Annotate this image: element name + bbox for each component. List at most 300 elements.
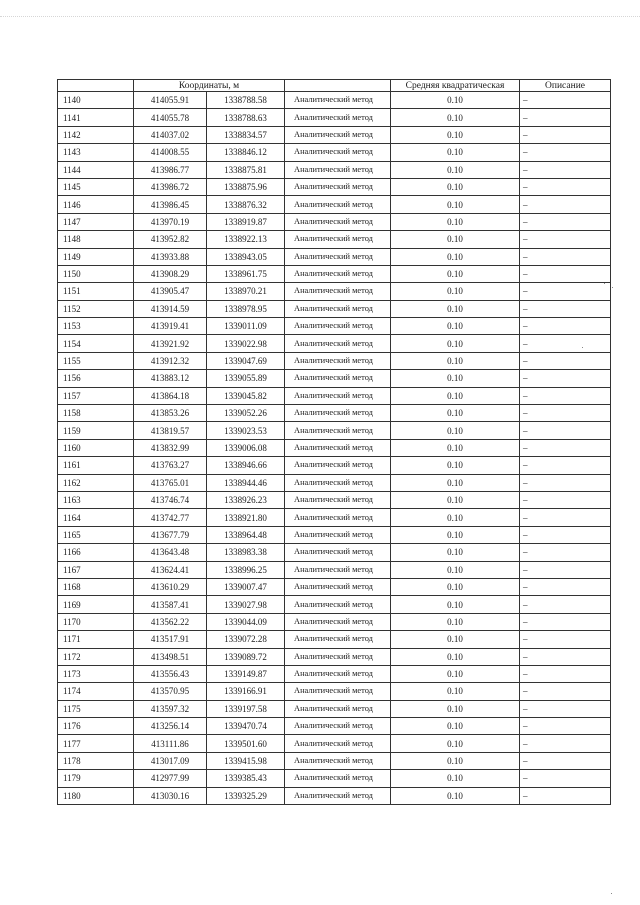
point-number-cell: 1150: [58, 265, 134, 282]
coordinate-x-cell: 413765.01: [134, 474, 207, 491]
point-number-cell: 1159: [58, 422, 134, 439]
table-row: [58, 352, 611, 369]
table-row: [58, 718, 611, 735]
method-cell: Аналитический метод: [285, 92, 391, 109]
mean-square-error-cell: 0.10: [391, 300, 520, 317]
method-cell: Аналитический метод: [285, 735, 391, 752]
coordinate-x-cell: 413905.47: [134, 283, 207, 300]
method-cell: Аналитический метод: [285, 683, 391, 700]
description-cell: –: [520, 422, 611, 439]
table-row: [58, 561, 611, 578]
description-cell: –: [520, 700, 611, 717]
method-cell: Аналитический метод: [285, 439, 391, 456]
method-cell: Аналитический метод: [285, 561, 391, 578]
description-cell: –: [520, 248, 611, 265]
point-number-cell: 1169: [58, 596, 134, 613]
coordinate-x-cell: 413746.74: [134, 491, 207, 508]
coordinate-y-cell: 1338834.57: [207, 126, 285, 143]
point-number-cell: 1161: [58, 457, 134, 474]
point-number-cell: 1177: [58, 735, 134, 752]
point-number-cell: 1146: [58, 196, 134, 213]
description-cell: –: [520, 439, 611, 456]
coordinate-x-cell: 413912.32: [134, 352, 207, 369]
description-cell: –: [520, 491, 611, 508]
point-number-cell: 1175: [58, 700, 134, 717]
method-cell: Аналитический метод: [285, 718, 391, 735]
description-cell: –: [520, 161, 611, 178]
table-row: [58, 491, 611, 508]
coordinate-y-cell: 1338919.87: [207, 213, 285, 230]
coordinate-x-cell: 413819.57: [134, 422, 207, 439]
coordinate-x-cell: 413742.77: [134, 509, 207, 526]
coordinate-x-cell: 413933.88: [134, 248, 207, 265]
table-row: [58, 613, 611, 630]
method-cell: Аналитический метод: [285, 491, 391, 508]
table-row: [58, 457, 611, 474]
table-row: [58, 109, 611, 126]
method-cell: Аналитический метод: [285, 631, 391, 648]
description-cell: –: [520, 509, 611, 526]
table-row: [58, 735, 611, 752]
mean-square-error-cell: 0.10: [391, 700, 520, 717]
method-cell: Аналитический метод: [285, 318, 391, 335]
method-cell: Аналитический метод: [285, 787, 391, 804]
coordinate-y-cell: 1338946.66: [207, 457, 285, 474]
coordinate-y-cell: 1339045.82: [207, 387, 285, 404]
coordinate-y-cell: 1339166.91: [207, 683, 285, 700]
method-cell: Аналитический метод: [285, 178, 391, 195]
table-row: [58, 509, 611, 526]
method-cell: Аналитический метод: [285, 700, 391, 717]
method-cell: Аналитический метод: [285, 283, 391, 300]
table-row: [58, 544, 611, 561]
point-number-cell: 1174: [58, 683, 134, 700]
method-cell: Аналитический метод: [285, 213, 391, 230]
description-cell: –: [520, 718, 611, 735]
coordinate-x-cell: 414008.55: [134, 144, 207, 161]
table-row: [58, 248, 611, 265]
method-cell: Аналитический метод: [285, 509, 391, 526]
mean-square-error-cell: 0.10: [391, 474, 520, 491]
method-cell: Аналитический метод: [285, 405, 391, 422]
method-cell: Аналитический метод: [285, 335, 391, 352]
coordinate-x-cell: 413921.92: [134, 335, 207, 352]
table-header-row: [58, 80, 611, 92]
coordinate-y-cell: 1339044.09: [207, 613, 285, 630]
point-number-cell: 1162: [58, 474, 134, 491]
point-number-cell: 1158: [58, 405, 134, 422]
table-row: [58, 144, 611, 161]
point-number-cell: 1151: [58, 283, 134, 300]
description-cell: –: [520, 196, 611, 213]
point-number-cell: 1154: [58, 335, 134, 352]
mean-square-error-cell: 0.10: [391, 126, 520, 143]
mean-square-error-cell: 0.10: [391, 231, 520, 248]
mean-square-error-cell: 0.10: [391, 196, 520, 213]
point-number-cell: 1163: [58, 491, 134, 508]
coordinate-y-cell: 1338983.38: [207, 544, 285, 561]
point-number-cell: 1140: [58, 92, 134, 109]
table-row: [58, 265, 611, 282]
table-row: [58, 787, 611, 804]
coordinate-y-cell: 1339023.53: [207, 422, 285, 439]
mean-square-error-cell: 0.10: [391, 526, 520, 543]
coordinate-y-cell: 1338926.23: [207, 491, 285, 508]
mean-square-error-cell: 0.10: [391, 544, 520, 561]
method-cell: Аналитический метод: [285, 613, 391, 630]
coordinate-y-cell: 1339022.98: [207, 335, 285, 352]
mean-square-error-cell: 0.10: [391, 578, 520, 595]
coordinate-y-cell: 1339325.29: [207, 787, 285, 804]
coordinate-x-cell: 414037.02: [134, 126, 207, 143]
coordinate-x-cell: 413986.45: [134, 196, 207, 213]
description-cell: –: [520, 631, 611, 648]
coordinate-x-cell: 413952.82: [134, 231, 207, 248]
description-cell: –: [520, 231, 611, 248]
mean-square-error-cell: 0.10: [391, 752, 520, 769]
header-description: Описание: [520, 80, 611, 92]
table-row: [58, 752, 611, 769]
coordinate-x-cell: 413610.29: [134, 578, 207, 595]
coordinate-x-cell: 413111.86: [134, 735, 207, 752]
mean-square-error-cell: 0.10: [391, 561, 520, 578]
description-cell: –: [520, 300, 611, 317]
scan-speck: [612, 287, 613, 288]
coordinate-x-cell: 413864.18: [134, 387, 207, 404]
method-cell: Аналитический метод: [285, 161, 391, 178]
description-cell: –: [520, 387, 611, 404]
coordinate-x-cell: 413517.91: [134, 631, 207, 648]
coordinate-x-cell: 414055.78: [134, 109, 207, 126]
page-top-divider: [0, 16, 640, 17]
mean-square-error-cell: 0.10: [391, 735, 520, 752]
description-cell: –: [520, 770, 611, 787]
table-body: [58, 92, 611, 805]
description-cell: –: [520, 352, 611, 369]
method-cell: Аналитический метод: [285, 422, 391, 439]
description-cell: –: [520, 213, 611, 230]
description-cell: –: [520, 265, 611, 282]
scan-speck: [604, 283, 605, 284]
description-cell: –: [520, 283, 611, 300]
coordinate-x-cell: 413017.09: [134, 752, 207, 769]
method-cell: Аналитический метод: [285, 248, 391, 265]
table-row: [58, 178, 611, 195]
mean-square-error-cell: 0.10: [391, 161, 520, 178]
coordinate-x-cell: 413597.32: [134, 700, 207, 717]
table-row: [58, 283, 611, 300]
coordinate-x-cell: 413556.43: [134, 665, 207, 682]
coordinate-x-cell: 413587.41: [134, 596, 207, 613]
mean-square-error-cell: 0.10: [391, 665, 520, 682]
point-number-cell: 1148: [58, 231, 134, 248]
scan-speck: [611, 893, 612, 894]
mean-square-error-cell: 0.10: [391, 352, 520, 369]
point-number-cell: 1164: [58, 509, 134, 526]
method-cell: Аналитический метод: [285, 578, 391, 595]
method-cell: Аналитический метод: [285, 457, 391, 474]
coordinate-y-cell: 1338876.32: [207, 196, 285, 213]
coordinate-x-cell: 413919.41: [134, 318, 207, 335]
description-cell: –: [520, 787, 611, 804]
coordinate-y-cell: 1339089.72: [207, 648, 285, 665]
method-cell: Аналитический метод: [285, 231, 391, 248]
method-cell: Аналитический метод: [285, 109, 391, 126]
mean-square-error-cell: 0.10: [391, 491, 520, 508]
point-number-cell: 1147: [58, 213, 134, 230]
mean-square-error-cell: 0.10: [391, 596, 520, 613]
coordinate-x-cell: 413908.29: [134, 265, 207, 282]
coordinate-y-cell: 1339197.58: [207, 700, 285, 717]
coordinate-y-cell: 1338788.63: [207, 109, 285, 126]
coordinate-x-cell: 413677.79: [134, 526, 207, 543]
point-number-cell: 1171: [58, 631, 134, 648]
method-cell: Аналитический метод: [285, 196, 391, 213]
method-cell: Аналитический метод: [285, 474, 391, 491]
coordinate-y-cell: 1339027.98: [207, 596, 285, 613]
point-number-cell: 1149: [58, 248, 134, 265]
coordinate-x-cell: 414055.91: [134, 92, 207, 109]
point-number-cell: 1156: [58, 370, 134, 387]
coordinate-y-cell: 1338978.95: [207, 300, 285, 317]
point-number-cell: 1176: [58, 718, 134, 735]
point-number-cell: 1144: [58, 161, 134, 178]
coordinate-x-cell: 413853.26: [134, 405, 207, 422]
table-row: [58, 405, 611, 422]
coordinate-y-cell: 1339149.87: [207, 665, 285, 682]
coordinate-x-cell: 413562.22: [134, 613, 207, 630]
coordinate-y-cell: 1339006.08: [207, 439, 285, 456]
mean-square-error-cell: 0.10: [391, 109, 520, 126]
coordinate-y-cell: 1339415.98: [207, 752, 285, 769]
point-number-cell: 1142: [58, 126, 134, 143]
table-row: [58, 631, 611, 648]
mean-square-error-cell: 0.10: [391, 422, 520, 439]
coordinate-y-cell: 1339047.69: [207, 352, 285, 369]
description-cell: –: [520, 144, 611, 161]
description-cell: –: [520, 683, 611, 700]
mean-square-error-cell: 0.10: [391, 283, 520, 300]
coordinate-x-cell: 413970.19: [134, 213, 207, 230]
description-cell: –: [520, 457, 611, 474]
mean-square-error-cell: 0.10: [391, 370, 520, 387]
table-row: [58, 370, 611, 387]
description-cell: –: [520, 109, 611, 126]
header-number-cell: [58, 80, 134, 92]
coordinate-x-cell: 413643.48: [134, 544, 207, 561]
header-method-cell: [285, 80, 391, 92]
coordinate-x-cell: 413914.59: [134, 300, 207, 317]
point-number-cell: 1145: [58, 178, 134, 195]
mean-square-error-cell: 0.10: [391, 178, 520, 195]
mean-square-error-cell: 0.10: [391, 387, 520, 404]
description-cell: –: [520, 561, 611, 578]
coordinate-x-cell: 413832.99: [134, 439, 207, 456]
description-cell: –: [520, 126, 611, 143]
method-cell: Аналитический метод: [285, 265, 391, 282]
mean-square-error-cell: 0.10: [391, 509, 520, 526]
table-row: [58, 683, 611, 700]
table-row: [58, 231, 611, 248]
point-number-cell: 1166: [58, 544, 134, 561]
table-row: [58, 300, 611, 317]
mean-square-error-cell: 0.10: [391, 613, 520, 630]
coordinate-x-cell: 413883.12: [134, 370, 207, 387]
coordinate-y-cell: 1338922.13: [207, 231, 285, 248]
description-cell: –: [520, 370, 611, 387]
mean-square-error-cell: 0.10: [391, 787, 520, 804]
coordinate-y-cell: 1338964.48: [207, 526, 285, 543]
mean-square-error-cell: 0.10: [391, 335, 520, 352]
table-row: [58, 318, 611, 335]
description-cell: –: [520, 665, 611, 682]
point-number-cell: 1179: [58, 770, 134, 787]
coordinate-x-cell: 413624.41: [134, 561, 207, 578]
table-row: [58, 126, 611, 143]
mean-square-error-cell: 0.10: [391, 770, 520, 787]
table-row: [58, 596, 611, 613]
point-number-cell: 1160: [58, 439, 134, 456]
coordinate-y-cell: 1338875.81: [207, 161, 285, 178]
coordinate-y-cell: 1338996.25: [207, 561, 285, 578]
description-cell: –: [520, 596, 611, 613]
description-cell: –: [520, 318, 611, 335]
coordinate-x-cell: 413570.95: [134, 683, 207, 700]
coordinate-y-cell: 1339385.43: [207, 770, 285, 787]
scan-speck: [582, 347, 583, 348]
table-row: [58, 700, 611, 717]
point-number-cell: 1141: [58, 109, 134, 126]
point-number-cell: 1172: [58, 648, 134, 665]
coordinate-y-cell: 1338944.46: [207, 474, 285, 491]
header-error: Средняя квадратическая: [391, 80, 520, 92]
method-cell: Аналитический метод: [285, 300, 391, 317]
mean-square-error-cell: 0.10: [391, 631, 520, 648]
point-number-cell: 1143: [58, 144, 134, 161]
method-cell: Аналитический метод: [285, 648, 391, 665]
mean-square-error-cell: 0.10: [391, 92, 520, 109]
coordinate-y-cell: 1338943.05: [207, 248, 285, 265]
table-row: [58, 422, 611, 439]
point-number-cell: 1155: [58, 352, 134, 369]
description-cell: –: [520, 178, 611, 195]
point-number-cell: 1180: [58, 787, 134, 804]
table-row: [58, 665, 611, 682]
point-number-cell: 1178: [58, 752, 134, 769]
point-number-cell: 1167: [58, 561, 134, 578]
mean-square-error-cell: 0.10: [391, 265, 520, 282]
description-cell: –: [520, 335, 611, 352]
point-number-cell: 1157: [58, 387, 134, 404]
description-cell: –: [520, 474, 611, 491]
point-number-cell: 1168: [58, 578, 134, 595]
description-cell: –: [520, 752, 611, 769]
mean-square-error-cell: 0.10: [391, 648, 520, 665]
coordinates-table: [57, 79, 611, 805]
description-cell: –: [520, 92, 611, 109]
coordinate-y-cell: 1338788.58: [207, 92, 285, 109]
coordinate-x-cell: 413030.16: [134, 787, 207, 804]
coordinate-y-cell: 1339501.60: [207, 735, 285, 752]
table-row: [58, 196, 611, 213]
coordinate-x-cell: 413256.14: [134, 718, 207, 735]
description-cell: –: [520, 526, 611, 543]
table-row: [58, 92, 611, 109]
table-row: [58, 213, 611, 230]
header-coordinates: Координаты, м: [134, 80, 285, 92]
coordinate-y-cell: 1339011.09: [207, 318, 285, 335]
mean-square-error-cell: 0.10: [391, 457, 520, 474]
coordinate-y-cell: 1338961.75: [207, 265, 285, 282]
table-row: [58, 526, 611, 543]
point-number-cell: 1173: [58, 665, 134, 682]
coordinate-y-cell: 1338970.21: [207, 283, 285, 300]
description-cell: –: [520, 405, 611, 422]
description-cell: –: [520, 613, 611, 630]
mean-square-error-cell: 0.10: [391, 405, 520, 422]
method-cell: Аналитический метод: [285, 370, 391, 387]
method-cell: Аналитический метод: [285, 544, 391, 561]
method-cell: Аналитический метод: [285, 752, 391, 769]
coordinate-x-cell: 413986.77: [134, 161, 207, 178]
table-row: [58, 439, 611, 456]
method-cell: Аналитический метод: [285, 126, 391, 143]
coordinate-x-cell: 413498.51: [134, 648, 207, 665]
description-cell: –: [520, 544, 611, 561]
table-row: [58, 770, 611, 787]
method-cell: Аналитический метод: [285, 770, 391, 787]
description-cell: –: [520, 578, 611, 595]
mean-square-error-cell: 0.10: [391, 248, 520, 265]
coordinate-x-cell: 412977.99: [134, 770, 207, 787]
table-row: [58, 648, 611, 665]
table-row: [58, 161, 611, 178]
coordinate-x-cell: 413763.27: [134, 457, 207, 474]
point-number-cell: 1170: [58, 613, 134, 630]
mean-square-error-cell: 0.10: [391, 439, 520, 456]
mean-square-error-cell: 0.10: [391, 213, 520, 230]
mean-square-error-cell: 0.10: [391, 144, 520, 161]
method-cell: Аналитический метод: [285, 665, 391, 682]
table-row: [58, 387, 611, 404]
point-number-cell: 1165: [58, 526, 134, 543]
mean-square-error-cell: 0.10: [391, 318, 520, 335]
method-cell: Аналитический метод: [285, 596, 391, 613]
coordinate-y-cell: 1338846.12: [207, 144, 285, 161]
mean-square-error-cell: 0.10: [391, 683, 520, 700]
method-cell: Аналитический метод: [285, 352, 391, 369]
coordinate-y-cell: 1339055.89: [207, 370, 285, 387]
coordinate-x-cell: 413986.72: [134, 178, 207, 195]
table-header: [58, 80, 611, 92]
coordinate-y-cell: 1338875.96: [207, 178, 285, 195]
table-row: [58, 474, 611, 491]
coordinate-y-cell: 1338921.80: [207, 509, 285, 526]
point-number-cell: 1153: [58, 318, 134, 335]
method-cell: Аналитический метод: [285, 526, 391, 543]
method-cell: Аналитический метод: [285, 144, 391, 161]
coordinate-y-cell: 1339072.28: [207, 631, 285, 648]
coordinate-y-cell: 1339470.74: [207, 718, 285, 735]
description-cell: –: [520, 735, 611, 752]
mean-square-error-cell: 0.10: [391, 718, 520, 735]
coordinate-y-cell: 1339007.47: [207, 578, 285, 595]
description-cell: –: [520, 648, 611, 665]
table-row: [58, 335, 611, 352]
coordinate-y-cell: 1339052.26: [207, 405, 285, 422]
point-number-cell: 1152: [58, 300, 134, 317]
method-cell: Аналитический метод: [285, 387, 391, 404]
